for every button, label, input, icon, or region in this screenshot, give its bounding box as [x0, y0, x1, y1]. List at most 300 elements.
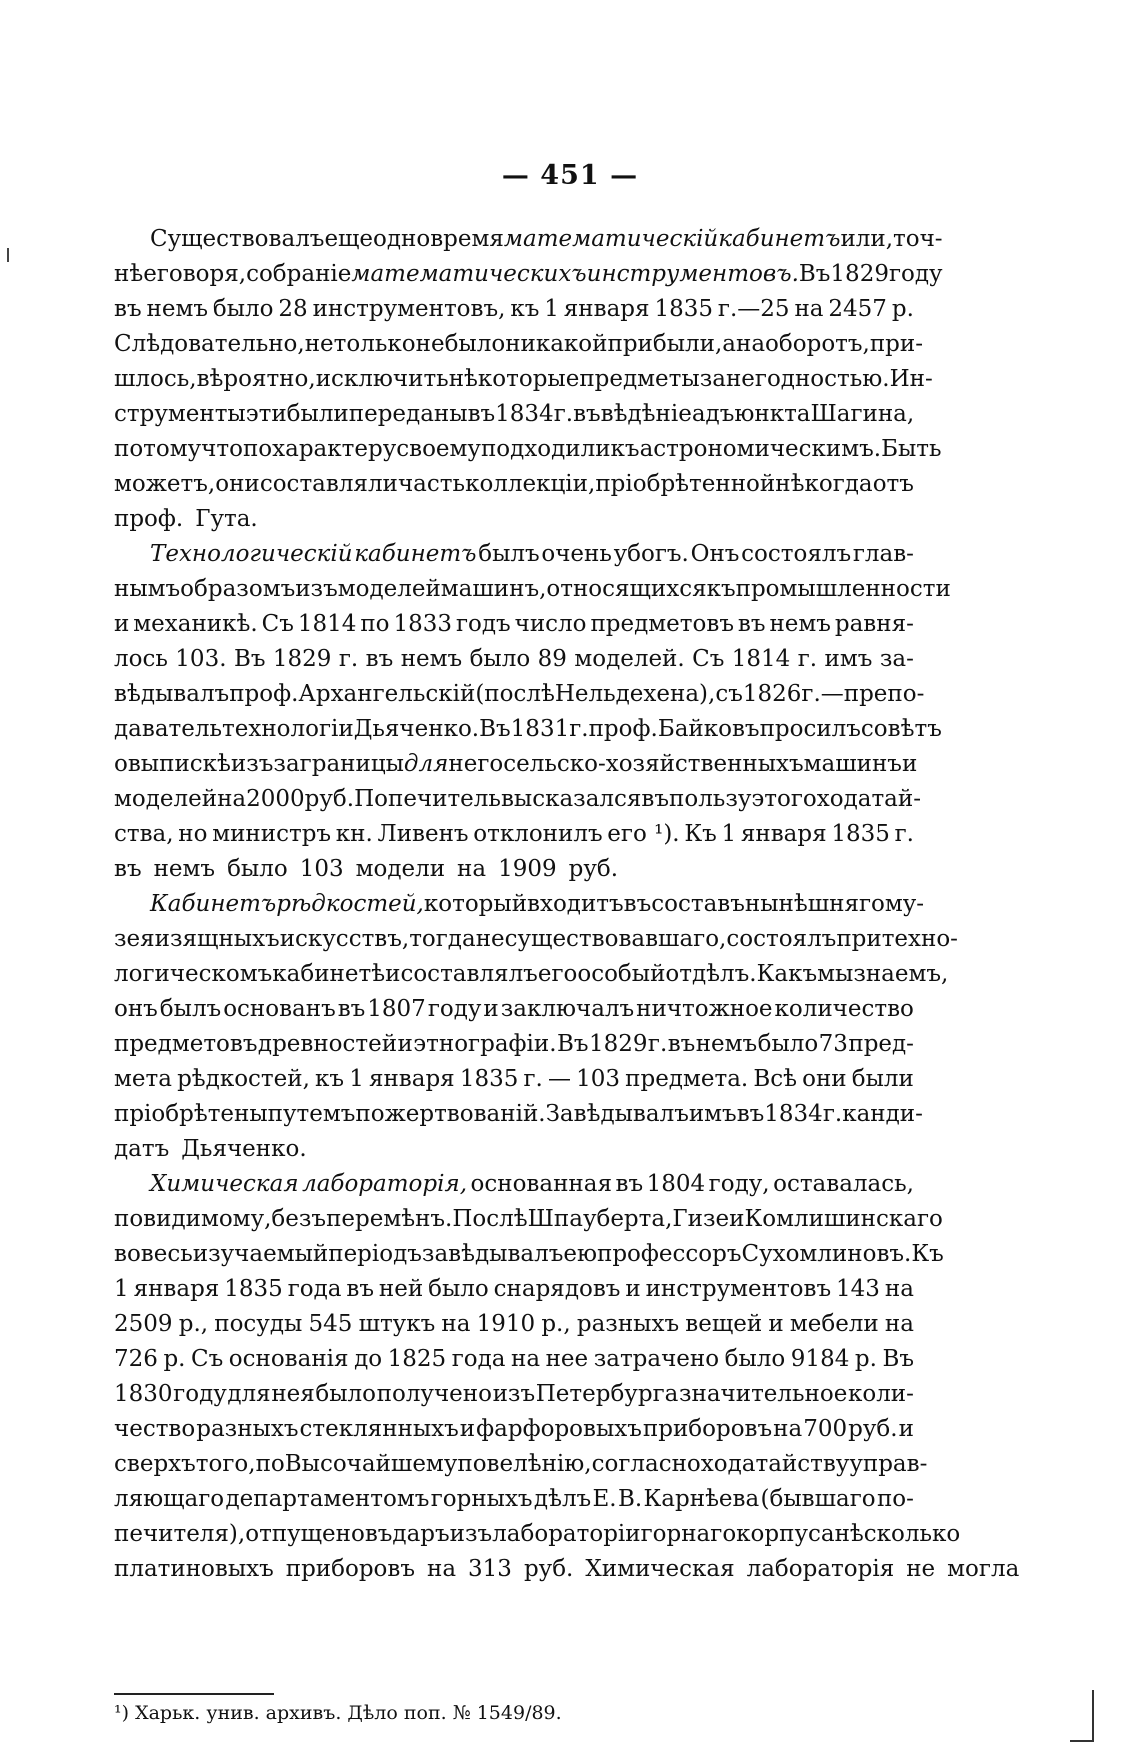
word: (послѣ [475, 681, 555, 707]
word: нѣсколько [834, 1521, 961, 1547]
word: къ [315, 1066, 345, 1092]
word: Слѣдовательно, [114, 331, 305, 357]
word: на [457, 856, 487, 882]
word: Къ [911, 1241, 944, 1267]
word: для [227, 1381, 271, 1407]
word: 1 [721, 821, 737, 847]
word: изъ [230, 751, 274, 777]
word: руб. [568, 856, 619, 882]
word: знаемъ, [853, 961, 949, 987]
text-line [114, 397, 914, 432]
word: въ [736, 1101, 765, 1127]
word: относящихся [546, 576, 707, 602]
word: кн. [335, 821, 373, 847]
text-line [114, 362, 933, 397]
word: ней [378, 1276, 424, 1302]
word: нѣе [114, 261, 157, 287]
word: образомъ [180, 576, 296, 602]
word: 1807 [367, 996, 426, 1022]
word: Съ [191, 1346, 224, 1372]
word: немъ [153, 856, 216, 882]
word: Шагина, [810, 401, 915, 427]
text-line [114, 992, 914, 1027]
word: вѣроятно, [196, 366, 316, 392]
word: исключить [315, 366, 449, 392]
word: Дьяченко. [181, 1136, 307, 1162]
word: и [385, 961, 401, 987]
word: техно- [881, 926, 958, 952]
word: немъ [695, 1031, 758, 1057]
body-text [114, 222, 1020, 1587]
word: совѣтъ [860, 716, 942, 742]
scan-mark [7, 248, 9, 262]
word: 2457 [828, 296, 887, 322]
word: составъ [651, 891, 745, 917]
word: въ [467, 401, 496, 427]
text-line [114, 1482, 914, 1517]
word: г. [523, 1066, 543, 1092]
word: 2000 [246, 786, 305, 812]
word: и [625, 1276, 641, 1302]
word: — [547, 1066, 571, 1092]
word: пожертвованій. [355, 1101, 546, 1127]
word: путемъ [267, 1101, 356, 1127]
word: равня- [834, 611, 914, 637]
word: 700 [803, 1416, 848, 1442]
word: Какъ [756, 961, 818, 987]
word: высказался [500, 786, 642, 812]
word: Е. [592, 1486, 617, 1512]
word: оставалась, [773, 1171, 914, 1197]
word: этнографіи. [413, 1031, 557, 1057]
word: нымъ [114, 576, 181, 602]
word: дѣлъ [533, 1486, 592, 1512]
word: перемѣнъ. [326, 1206, 453, 1232]
word: руб. [304, 786, 355, 812]
word: его [537, 961, 578, 987]
word: моделей. [574, 646, 685, 672]
word: и [459, 1416, 476, 1442]
text-line [114, 712, 942, 747]
word: снарядовъ [493, 1276, 621, 1302]
word: при- [869, 331, 923, 357]
word: пріобрѣтены [114, 1101, 268, 1127]
word: могла [947, 1556, 1020, 1582]
word: Съ [261, 611, 294, 637]
word: января [740, 821, 827, 847]
text-line [114, 1237, 944, 1272]
word: весь [140, 1241, 193, 1267]
word: выпискѣ [127, 751, 231, 777]
text-line [114, 1447, 928, 1482]
word: канди- [842, 1101, 923, 1127]
word: приборовъ [285, 1556, 415, 1582]
text-line [114, 1202, 943, 1237]
word: было [212, 296, 274, 322]
word: инструментовъ, [312, 296, 506, 322]
word: заключалъ [500, 996, 635, 1022]
word: въ [641, 786, 670, 812]
word: Существовалъ [150, 226, 325, 252]
word: переданы [348, 401, 468, 427]
word: штукъ [358, 1311, 436, 1337]
word: 1829 [830, 261, 889, 287]
word: имъ [824, 646, 873, 672]
word: 313 [468, 1556, 512, 1582]
word: Комлишинскаго [744, 1206, 943, 1232]
word: 1834 [495, 401, 554, 427]
word: ничтожное [636, 996, 773, 1022]
word: Послѣ [452, 1206, 528, 1232]
word: Онъ [690, 541, 740, 567]
word: января [563, 296, 650, 322]
word: нее [545, 1346, 589, 1372]
word: пользу [669, 786, 752, 812]
text-line [114, 537, 914, 572]
word: по [360, 611, 390, 637]
word: было [757, 1031, 819, 1057]
word: на [441, 1311, 471, 1337]
word: 1834 [764, 1101, 823, 1127]
word: 103. [175, 646, 227, 672]
word: былъ [478, 541, 540, 567]
text-line [114, 327, 923, 362]
word: завѣдывалъ [421, 1241, 564, 1267]
word: просилъ [759, 716, 861, 742]
text-line [114, 677, 925, 712]
word: года [287, 1276, 342, 1302]
paragraph [114, 1167, 1020, 1587]
word: 103 [299, 856, 344, 882]
word: изучаемый [192, 1241, 329, 1267]
word: января [368, 1066, 455, 1092]
word: Въ [233, 646, 266, 672]
word: основанная [470, 1171, 612, 1197]
word: входитъ [527, 891, 624, 917]
word: технологіи [222, 716, 354, 742]
word: моделей [114, 786, 218, 812]
word: къ [610, 436, 640, 462]
word: проф. [588, 716, 658, 742]
word: 1 [544, 296, 559, 322]
word: Дьяченко. [353, 716, 480, 742]
word: и [729, 1206, 745, 1232]
word: пріобрѣтенной [595, 471, 776, 497]
word: 1833 [393, 611, 453, 637]
word: горныхъ [430, 1486, 533, 1512]
text-line [114, 817, 914, 852]
word: механикѣ. [133, 611, 258, 637]
word: ею [563, 1241, 597, 1267]
word: датъ [114, 1136, 170, 1162]
word: по [242, 436, 273, 462]
word: предмета. [625, 1066, 749, 1092]
word: даватель [114, 716, 223, 742]
word: онъ [114, 996, 158, 1022]
word: модели [355, 856, 446, 882]
word: были [286, 401, 349, 427]
word: до [354, 1346, 383, 1372]
word: и [898, 1416, 914, 1442]
word: по- [876, 1486, 914, 1512]
text-line [114, 957, 949, 992]
word: отдѣлъ. [665, 961, 757, 987]
word: 73 [818, 1031, 848, 1057]
text-line [114, 1132, 914, 1167]
word: и [483, 996, 499, 1022]
word: для [403, 751, 449, 777]
word: было [428, 1276, 489, 1302]
word: г. [569, 716, 589, 742]
word: значительное [678, 1381, 848, 1407]
word: кабинетъ [718, 226, 841, 252]
word: состоялъ [726, 926, 837, 952]
text-line [114, 1027, 914, 1062]
word: р. [854, 1346, 877, 1372]
word: г.—препо- [801, 681, 925, 707]
word: въ [667, 1031, 696, 1057]
word: на [511, 1346, 541, 1372]
text-line [114, 292, 914, 327]
word: нынѣшняго [744, 891, 885, 917]
word: Въ [556, 1031, 589, 1057]
word: но [178, 821, 208, 847]
word: а [722, 331, 737, 357]
word: разныхъ [576, 1311, 680, 1337]
word: характеру [272, 436, 397, 462]
word: съ [715, 681, 743, 707]
word: повидимому, [114, 1206, 272, 1232]
word: время [430, 226, 504, 252]
word: не [415, 331, 445, 357]
word: 1829 [588, 1031, 648, 1057]
word: въ [365, 646, 394, 672]
word: къ [510, 296, 540, 322]
word: 1835 [831, 821, 890, 847]
word: руб. [523, 1556, 574, 1582]
word: году, [708, 1171, 770, 1197]
word: не [304, 331, 334, 357]
word: въ [615, 1171, 644, 1197]
word: изъ [492, 1381, 536, 1407]
word: составляли [259, 471, 398, 497]
word: Попечитель [354, 786, 501, 812]
word: этого [751, 786, 817, 812]
word: Сухомлиновъ. [741, 1241, 912, 1267]
word: Кабинетъ [150, 891, 277, 917]
word: прибыли, [607, 331, 723, 357]
word: собраніе [246, 261, 352, 287]
word: Байковъ [657, 716, 760, 742]
word: одно [373, 226, 431, 252]
text-line [114, 1377, 914, 1412]
word: было [444, 331, 506, 357]
word: 143 [836, 1276, 880, 1302]
word: отпущено [245, 1521, 365, 1547]
word: г.—25 [717, 296, 790, 322]
word: математическій [503, 226, 719, 252]
word: повелѣнію, [457, 1451, 592, 1477]
word: искусствъ, [279, 926, 410, 952]
word: логическомъ [114, 961, 273, 987]
word: на [884, 1276, 914, 1302]
word: и [768, 1311, 784, 1337]
word: Технологическій [150, 541, 353, 567]
word: Ливенъ [377, 821, 469, 847]
word: на [794, 296, 824, 322]
word: говоря, [156, 261, 247, 287]
word: немъ [400, 646, 463, 672]
word: руб. [848, 1416, 898, 1442]
word: печителя), [114, 1521, 246, 1547]
word: на [426, 1556, 457, 1582]
word: 726 [114, 1346, 158, 1372]
word: чество [114, 1416, 196, 1442]
word: при [836, 926, 882, 952]
word: составлялъ [400, 961, 538, 987]
word: коли- [847, 1381, 914, 1407]
text-line [114, 1552, 1020, 1587]
word: затрачено [593, 1346, 720, 1372]
word: было [724, 1346, 786, 1372]
text-line [114, 1097, 923, 1132]
word: можетъ, [114, 471, 216, 497]
word: и [901, 751, 918, 777]
word: не [475, 926, 505, 952]
word: г. [647, 1031, 668, 1057]
word: были [851, 1066, 914, 1092]
text-line [114, 852, 914, 887]
word: и [397, 1031, 413, 1057]
word: древностей [257, 1031, 398, 1057]
word: было [227, 856, 288, 882]
word: негодностью. [725, 366, 890, 392]
word: 1825 [387, 1346, 447, 1372]
text-line [114, 467, 914, 502]
word: Къ [684, 821, 717, 847]
word: Химическая [150, 1171, 299, 1197]
word: въ [114, 296, 142, 322]
word: количество [774, 996, 914, 1022]
word: даръ [392, 1521, 450, 1547]
footnote: ¹) Харьк. унив. архивъ. Дѣло поп. № 1549/89. [114, 1702, 562, 1724]
word: мы [817, 961, 854, 987]
word: шлось, [114, 366, 197, 392]
word: никакой [505, 331, 608, 357]
text-line [114, 257, 943, 292]
text-line [114, 572, 951, 607]
word: г. [894, 821, 914, 847]
word: г. [797, 646, 818, 672]
word: В. [617, 1486, 643, 1512]
word: потому [114, 436, 202, 462]
word: о [114, 751, 128, 777]
text-line [114, 922, 958, 957]
word: 1829 [272, 646, 332, 672]
word: основанія [228, 1346, 349, 1372]
word: получено [376, 1381, 492, 1407]
word: проф. [114, 506, 184, 532]
word: Петербурга [535, 1381, 679, 1407]
word: того, [195, 1451, 256, 1477]
word: ства, [114, 821, 174, 847]
word: фарфоровыхъ [476, 1416, 642, 1442]
word: 1835 [459, 1066, 519, 1092]
word: машинъ, [440, 576, 547, 602]
word: него [448, 751, 504, 777]
word: Съ [692, 646, 725, 672]
page-number: — 451 — [501, 160, 639, 191]
footnote-divider [114, 1693, 274, 1695]
word: они [215, 471, 260, 497]
word: нѣкогда [775, 471, 873, 497]
word: 1814 [297, 611, 357, 637]
word: корпуса [736, 1521, 835, 1547]
word: Въ [798, 261, 831, 287]
text-line [114, 1062, 914, 1097]
word: промышленности [735, 576, 951, 602]
word: кабинетѣ [272, 961, 386, 987]
word: очень [541, 541, 612, 567]
word: (бывшаго [760, 1486, 876, 1512]
scan-edge-mark [1092, 1690, 1094, 1742]
text-line [114, 607, 914, 642]
word: вещей [685, 1311, 763, 1337]
word: Химическая [585, 1556, 735, 1582]
word: убогъ. [613, 541, 689, 567]
word: отъ [872, 471, 914, 497]
word: сельско-хозяйственныхъ [503, 751, 804, 777]
word: 545 [308, 1311, 353, 1337]
word: основанъ [223, 996, 336, 1022]
word: г. [822, 1101, 843, 1127]
word: министръ [212, 821, 332, 847]
word: 28 [278, 296, 308, 322]
word: сверхъ [114, 1451, 196, 1477]
text-line [114, 1342, 914, 1377]
word: отклонилъ [473, 821, 603, 847]
word: число [514, 611, 587, 637]
text-line [114, 1517, 961, 1552]
word: 1830 [114, 1381, 173, 1407]
word: пред- [848, 1031, 914, 1057]
word: Архангельскій [298, 681, 476, 707]
word: приборовъ [642, 1416, 773, 1442]
word: горнаго [640, 1521, 737, 1547]
word: немъ [769, 611, 831, 637]
word: г. [553, 401, 574, 427]
word: Гута. [195, 506, 258, 532]
word: періодъ [328, 1241, 422, 1267]
word: нея [271, 1381, 315, 1407]
word: еще [324, 226, 374, 252]
word: р., [178, 1311, 209, 1337]
word: въ [346, 1276, 374, 1302]
word: посуды [214, 1311, 303, 1337]
word: Завѣдывалъ [545, 1101, 689, 1127]
word: ляющаго [114, 1486, 225, 1512]
word: въ [737, 611, 766, 637]
text-line [114, 502, 914, 537]
word: по [255, 1451, 285, 1477]
word: 1831 [510, 716, 570, 742]
word: имъ [688, 1101, 737, 1127]
word: они [802, 1066, 847, 1092]
word: точ- [893, 226, 943, 252]
text-line [114, 782, 921, 817]
word: г. [338, 646, 359, 672]
word: изъ [449, 1521, 493, 1547]
